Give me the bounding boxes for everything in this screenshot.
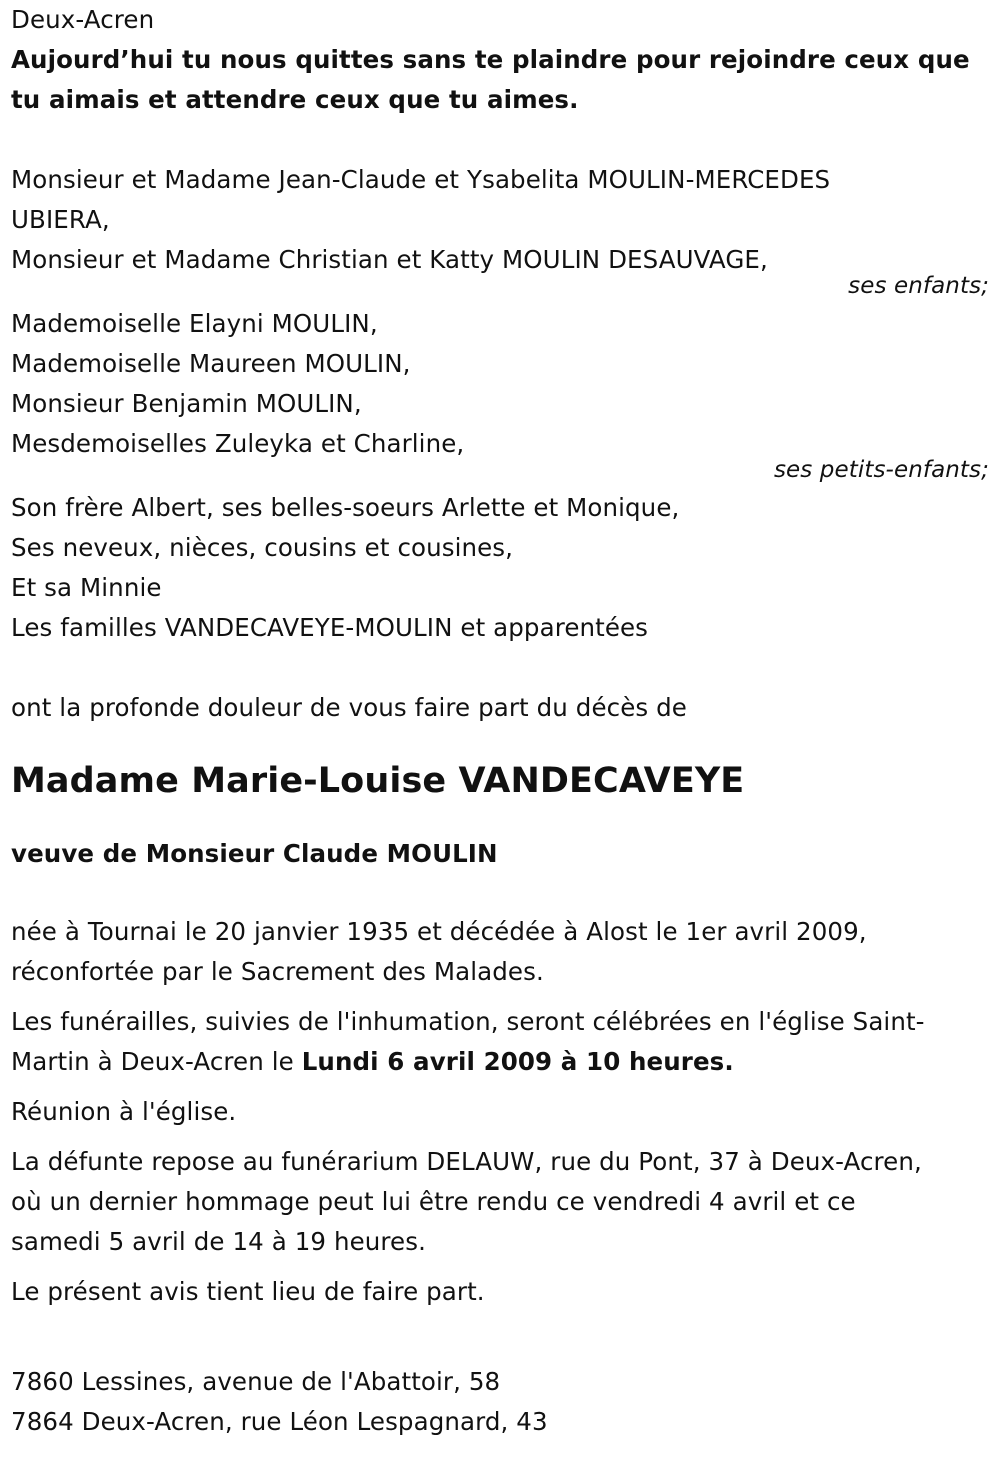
family-line: Les familles VANDECAVEYE-MOULIN et apparentées: [11, 613, 649, 642]
funeral-date-time: Lundi 6 avril 2009 à 10 heures.: [301, 1047, 734, 1076]
spacer: [11, 120, 991, 160]
children-role-label: ses enfants;: [848, 273, 989, 299]
children-block: [11, 160, 991, 298]
grandchild-line: Mademoiselle Elayni MOULIN,: [11, 309, 378, 338]
viewing-line: samedi 5 avril de 14 à 19 heures.: [11, 1227, 426, 1256]
family-line: Ses neveux, nièces, cousins et cousines,: [11, 533, 514, 562]
family-line: Et sa Minnie: [11, 573, 162, 602]
grandchild-line: Mademoiselle Maureen MOULIN,: [11, 349, 411, 378]
announcement-text: ont la profonde douleur de vous faire part du décès de: [11, 693, 687, 722]
death-notice: [11, 0, 991, 1442]
spouse-line: veuve de Monsieur Claude MOULIN: [11, 839, 498, 868]
quote-line-2: tu aimais et attendre ceux que tu aimes.: [11, 85, 579, 114]
grandchildren-role-label: ses petits-enfants;: [773, 457, 989, 483]
family-block: [11, 488, 991, 648]
funeral-line: [11, 1042, 991, 1082]
children-line: Monsieur et Madame Jean-Claude et Ysabelita MOULIN-MERCEDES: [11, 165, 831, 194]
deceased-name: Madame Marie-Louise VANDECAVEYE: [11, 761, 745, 801]
address-line: 7860 Lessines, avenue de l'Abattoir, 58: [11, 1367, 501, 1396]
birth-death-line: née à Tournai le 20 janvier 1935 et décédée à Alost le 1er avril 2009,: [11, 917, 867, 946]
addresses-block: [11, 1362, 991, 1442]
meeting-paragraph: [11, 1092, 991, 1132]
viewing-line: où un dernier hommage peut lui être rendu ce vendredi 4 avril et ce: [11, 1187, 856, 1216]
grandchild-line: Mesdemoiselles Zuleyka et Charline,: [11, 429, 465, 458]
birth-death-line: réconfortée par le Sacrement des Malades.: [11, 957, 544, 986]
spacer: [11, 1322, 991, 1362]
quote-line-1: Aujourd’hui tu nous quittes sans te plaindre pour rejoindre ceux que: [11, 45, 970, 74]
viewing-paragraph: [11, 1142, 991, 1262]
meeting-line: Réunion à l'église.: [11, 1097, 237, 1126]
grandchild-line: Monsieur Benjamin MOULIN,: [11, 389, 362, 418]
notice-paragraph: [11, 1272, 991, 1312]
birth-death-paragraph: [11, 912, 991, 992]
funeral-paragraph: [11, 1002, 991, 1082]
spacer: [11, 648, 991, 688]
address-line: 7864 Deux-Acren, rue Léon Lespagnard, 43: [11, 1407, 548, 1436]
grandchildren-block: [11, 304, 991, 482]
funeral-line: Les funérailles, suivies de l'inhumation, seront célébrées en l'église Saint-: [11, 1007, 925, 1036]
notice-line: Le présent avis tient lieu de faire part.: [11, 1277, 485, 1306]
viewing-line: La défunte repose au funérarium DELAUW, rue du Pont, 37 à Deux-Acren,: [11, 1147, 922, 1176]
children-line: UBIERA,: [11, 205, 110, 234]
funeral-line-prefix: Martin à Deux-Acren le: [11, 1047, 302, 1076]
family-line: Son frère Albert, ses belles-soeurs Arlette et Monique,: [11, 493, 680, 522]
children-line: Monsieur et Madame Christian et Katty MOULIN DESAUVAGE,: [11, 245, 768, 274]
location-heading: Deux-Acren: [11, 5, 155, 34]
